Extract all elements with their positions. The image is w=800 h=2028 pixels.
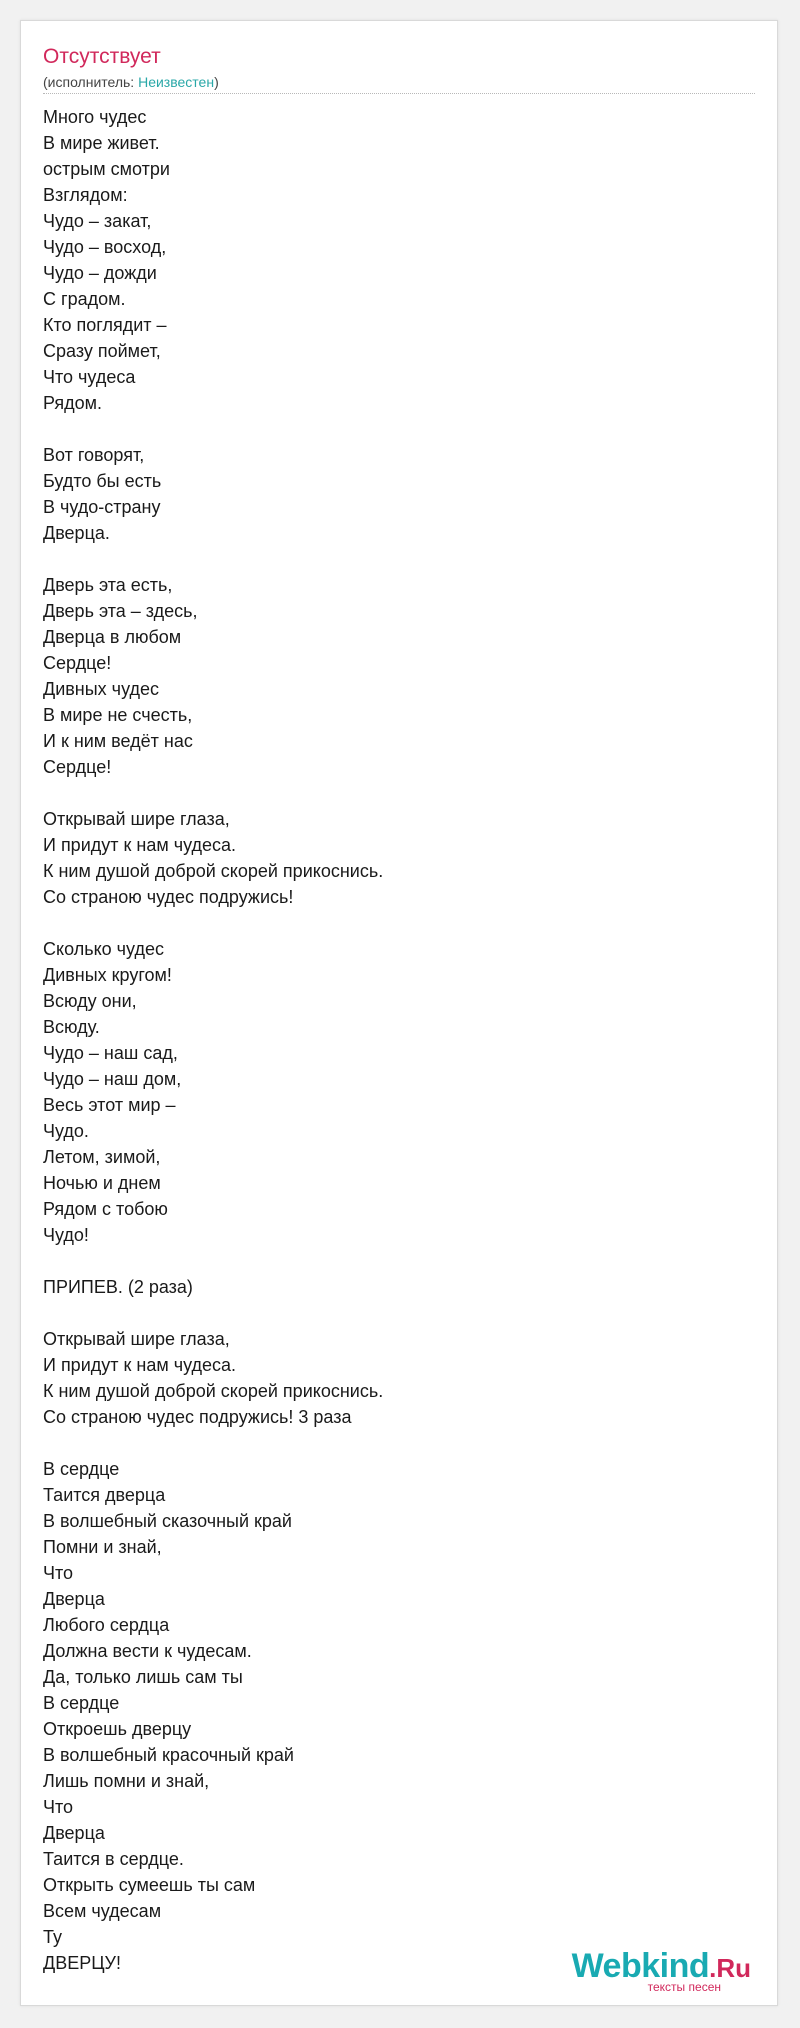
lyric-line: Сердце! <box>43 757 112 777</box>
logo-tld: .Ru <box>709 1953 751 1983</box>
lyric-line: Что <box>43 1797 74 1817</box>
lyric-line: Открывай шире глаза, <box>43 809 230 829</box>
lyric-line: Со страною чудес подружись! <box>43 887 294 907</box>
lyrics-card <box>20 20 778 2006</box>
song-title: Отсутствует <box>43 45 161 68</box>
lyric-blank-line <box>43 910 743 936</box>
lyric-line: И к ним ведёт нас <box>43 731 193 751</box>
lyric-line: ДВЕРЦУ! <box>43 1953 121 1973</box>
lyric-line: Будто бы есть <box>43 471 162 491</box>
lyric-line: Кто поглядит – <box>43 315 167 335</box>
lyric-line: В чудо-страну <box>43 497 161 517</box>
lyric-line: Всюду. <box>43 1017 100 1037</box>
lyric-line: И придут к нам чудеса. <box>43 835 237 855</box>
lyric-line: Лишь помни и знай, <box>43 1771 210 1791</box>
lyric-line: Что <box>43 1563 74 1583</box>
lyric-line: В волшебный сказочный край <box>43 1511 292 1531</box>
lyric-line: Ту <box>43 1927 62 1947</box>
lyric-line: ПРИПЕВ. (2 раза) <box>43 1277 193 1297</box>
lyric-blank-line <box>43 416 743 442</box>
logo-subtitle: тексты песен <box>647 1980 721 1994</box>
artist-line <box>43 73 219 91</box>
lyric-line: Ночью и днем <box>43 1173 161 1193</box>
lyric-line: Должна вести к чудесам. <box>43 1641 252 1661</box>
lyric-line: И придут к нам чудеса. <box>43 1355 237 1375</box>
lyric-line: Таится дверца <box>43 1485 166 1505</box>
artist-prefix: (исполнитель: <box>43 74 139 90</box>
lyric-line: Взглядом: <box>43 185 128 205</box>
webkind-logo[interactable] <box>572 1949 751 1993</box>
lyric-line: Да, только лишь сам ты <box>43 1667 243 1687</box>
lyric-line: С градом. <box>43 289 126 309</box>
lyric-line: Дивных кругом! <box>43 965 172 985</box>
lyric-line: Дверца <box>43 1823 105 1843</box>
lyric-line: Вот говорят, <box>43 445 145 465</box>
lyric-blank-line <box>43 780 743 806</box>
lyrics-text <box>43 104 743 1976</box>
lyric-blank-line <box>43 546 743 572</box>
lyric-blank-line <box>43 1248 743 1274</box>
lyric-line: Помни и знай, <box>43 1537 162 1557</box>
lyric-line: Дверь эта – здесь, <box>43 601 198 621</box>
lyric-line: Чудо – восход, <box>43 237 167 257</box>
lyric-line: К ним душой доброй скорей прикоснись. <box>43 861 384 881</box>
lyric-line: Чудо – закат, <box>43 211 152 231</box>
lyric-line: острым смотри <box>43 159 170 179</box>
lyric-line: Рядом с тобою <box>43 1199 168 1219</box>
lyric-line: Что чудеса <box>43 367 136 387</box>
lyric-line: Всем чудесам <box>43 1901 162 1921</box>
logo-name: Webkind <box>571 1947 710 1985</box>
lyric-line: Дверца. <box>43 523 110 543</box>
lyric-line: Откроешь дверцу <box>43 1719 192 1739</box>
lyric-line: Весь этот мир – <box>43 1095 176 1115</box>
lyric-line: Любого сердца <box>43 1615 170 1635</box>
lyric-line: Открывай шире глаза, <box>43 1329 230 1349</box>
lyric-line: Всюду они, <box>43 991 137 1011</box>
lyric-line: Чудо – наш сад, <box>43 1043 178 1063</box>
lyric-line: В мире не счесть, <box>43 705 193 725</box>
lyric-line: Чудо – наш дом, <box>43 1069 182 1089</box>
lyric-line: В мире живет. <box>43 133 160 153</box>
lyric-line: Открыть сумеешь ты сам <box>43 1875 256 1895</box>
lyric-line: Рядом. <box>43 393 103 413</box>
lyric-line: Много чудес <box>43 107 147 127</box>
title-divider <box>43 93 755 94</box>
lyric-line: Сколько чудес <box>43 939 164 959</box>
lyric-line: Дверца <box>43 1589 105 1609</box>
artist-suffix: ) <box>214 74 219 90</box>
lyric-line: В волшебный красочный край <box>43 1745 294 1765</box>
lyric-line: Чудо – дожди <box>43 263 157 283</box>
lyric-line: В сердце <box>43 1459 120 1479</box>
lyric-blank-line <box>43 1430 743 1456</box>
artist-link[interactable]: Неизвестен <box>138 74 215 90</box>
lyric-line: Сразу поймет, <box>43 341 161 361</box>
lyric-blank-line <box>43 1300 743 1326</box>
lyric-line: Со страною чудес подружись! 3 раза <box>43 1407 352 1427</box>
lyric-line: К ним душой доброй скорей прикоснись. <box>43 1381 384 1401</box>
lyric-line: Чудо. <box>43 1121 89 1141</box>
lyric-line: Летом, зимой, <box>43 1147 161 1167</box>
lyric-line: В сердце <box>43 1693 120 1713</box>
lyric-line: Дверца в любом <box>43 627 182 647</box>
lyric-line: Дверь эта есть, <box>43 575 173 595</box>
lyric-line: Таится в сердце. <box>43 1849 184 1869</box>
lyric-line: Дивных чудес <box>43 679 159 699</box>
lyric-line: Сердце! <box>43 653 112 673</box>
lyric-line: Чудо! <box>43 1225 89 1245</box>
